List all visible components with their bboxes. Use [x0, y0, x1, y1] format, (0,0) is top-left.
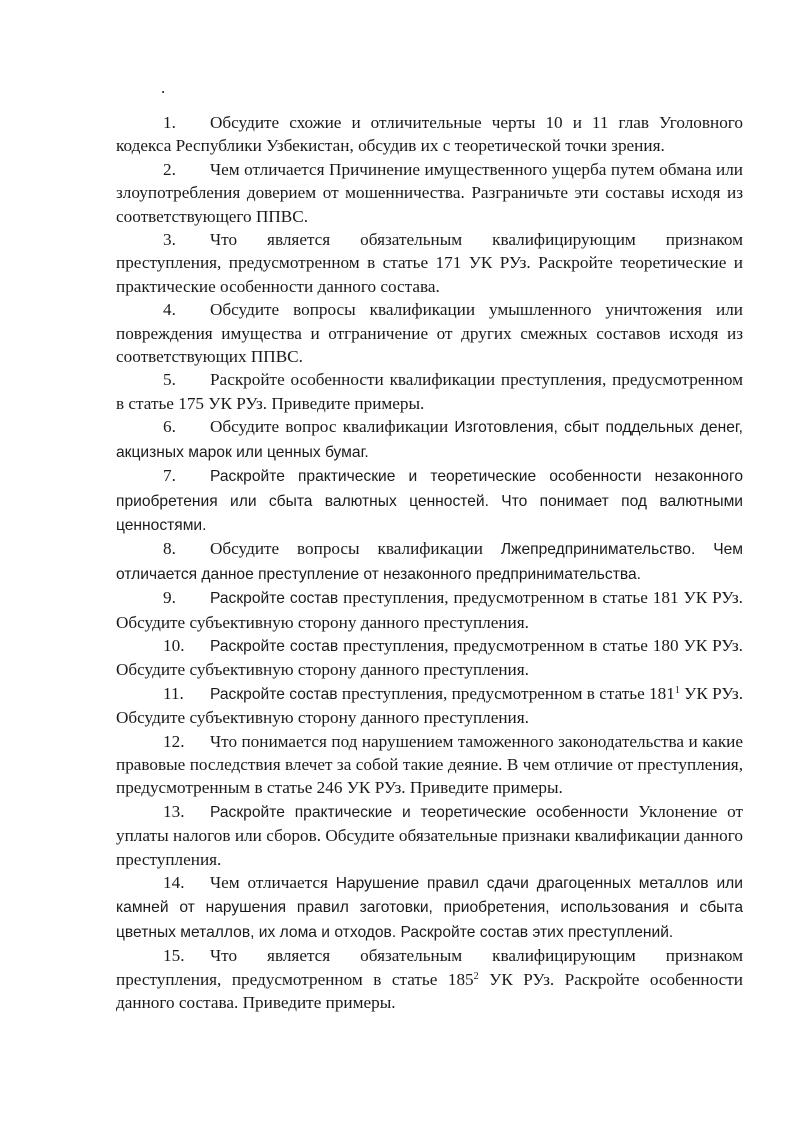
question-text-serif: Обсудите вопрос квалификации	[210, 417, 455, 437]
question-number: 13.	[163, 801, 185, 821]
question-text-sans: Раскройте состав	[210, 590, 339, 608]
question-text-serif: УК РУз. Обсудите субъективную сторону данного преступления.	[116, 683, 743, 728]
question-number: 10.	[163, 635, 185, 655]
question-number: 3.	[163, 230, 176, 250]
question-text: Обсудите вопросы квалификации умышленного уничтожения или повреждения имущества и отграничение от других смежных составов исходя из соответствующих ППВС.	[116, 300, 743, 367]
superscript: 1	[674, 684, 680, 696]
question-item-1	[116, 111, 743, 158]
question-text-sans: Лжепредпринимательство. Чем отличается данное преступление от незаконного предпринимательства.	[116, 541, 743, 583]
question-number: 15.	[163, 946, 185, 966]
question-text-sans: Изготовления, сбыт поддельных денег, акцизных марок или ценных бумаг.	[116, 419, 743, 461]
question-item-14	[116, 871, 743, 944]
question-text-sans: Раскройте практические и теоретические особенности незаконного приобретения или сбыта валютных ценностей. Что понимает под валютными ценностями.	[116, 468, 743, 534]
question-item-12	[116, 730, 743, 800]
question-number: 4.	[163, 300, 176, 320]
superscript: 2	[473, 970, 479, 982]
question-item-3	[116, 228, 743, 298]
question-number: 5.	[163, 370, 176, 390]
question-item-4	[116, 298, 743, 368]
question-text: Обсудите схожие и отличительные черты 10 и 11 глав Уголовного кодекса Республики Узбекистан, обсудив их с теоретической точки зрения.	[116, 113, 743, 156]
question-number: 9.	[163, 588, 176, 608]
question-text-serif: Уклонение от уплаты налогов или сборов. Обсудите обязательные признаки квалификации данного преступления.	[116, 801, 743, 869]
question-number: 2.	[163, 159, 176, 179]
question-text-serif: УК РУз. Раскройте особенности данного состава. Приведите примеры.	[116, 969, 743, 1013]
question-item-7	[116, 464, 743, 537]
question-text-serif: Что является обязательным квалифицирующим признаком преступления, предусмотренном в статье 185	[116, 946, 743, 989]
question-text: Что понимается под нарушением таможенного законодательства и какие правовые последствия влечет за собой такие деяние. В чем отличие от преступления, предусмотренным в статье 246 УК РУз. Приведите примеры.	[116, 731, 743, 798]
question-number: 7.	[163, 466, 176, 486]
question-item-13	[116, 800, 743, 871]
question-text: Раскройте особенности квалификации преступления, предусмотренном в статье 175 УК РУз. Приведите примеры.	[116, 370, 743, 413]
question-text: Чем отличается Причинение имущественного ущерба путем обмана или злоупотребления доверием от мошенничества. Разграничьте эти составы исходя из соответствующего ППВС.	[116, 159, 743, 226]
question-item-5	[116, 368, 743, 415]
question-item-8	[116, 537, 743, 586]
question-text-sans: Нарушение правил сдачи драгоценных металлов или камней от нарушения правил заготовки, приобретения, использования и сбыта цветных металлов, их лома и отходов. Раскройте состав этих преступлений.	[116, 875, 743, 941]
question-text-sans: Раскройте состав	[210, 685, 338, 703]
question-number: 6.	[163, 417, 176, 437]
question-text-serif: Чем отличается	[210, 873, 336, 892]
question-text: Что является обязательным квалифицирующим признаком преступления, предусмотренном в статье 171 УК РУз. Раскройте теоретические и практические особенности данного состава.	[116, 230, 743, 296]
question-item-2	[116, 158, 743, 228]
question-number: 11.	[163, 683, 184, 703]
question-item-15	[116, 944, 743, 1014]
question-text-serif: Обсудите вопросы квалификации	[210, 539, 501, 559]
question-text-serif: преступления, предусмотренном в статье 181	[337, 683, 675, 703]
question-text-sans: Раскройте практические и теоретические особенности	[210, 803, 639, 821]
question-number: 12.	[163, 731, 185, 751]
question-item-11	[116, 682, 743, 730]
question-text-serif: преступления, предусмотренном в статье 181 УК РУз. Обсудите субъективную сторону данного преступления.	[116, 588, 743, 632]
question-item-10	[116, 634, 743, 682]
question-text-serif: преступления, предусмотренном в статье 180 УК РУз. Обсудите субъективную сторону данного преступления.	[116, 635, 743, 680]
question-text-sans: Раскройте состав	[210, 637, 339, 655]
question-number: 8.	[163, 539, 176, 559]
question-item-9	[116, 586, 743, 634]
question-number: 1.	[163, 113, 176, 132]
question-number: 14.	[163, 873, 185, 892]
question-list	[116, 111, 743, 1014]
leading-dot: .	[161, 78, 166, 97]
question-item-6	[116, 415, 743, 464]
